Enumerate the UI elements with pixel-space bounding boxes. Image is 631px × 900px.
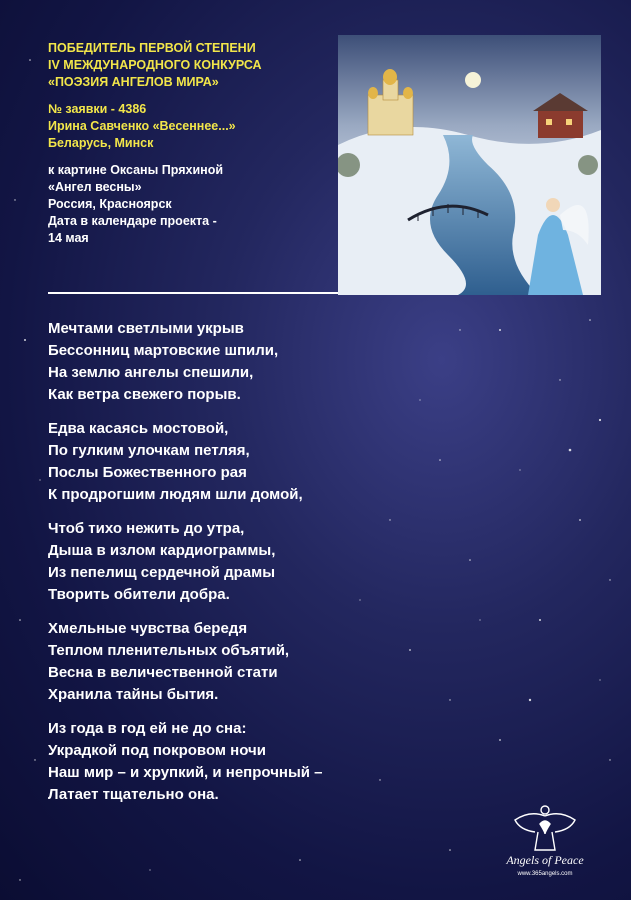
poem-line: Наш мир – и хрупкий, и непрочный – bbox=[48, 764, 323, 781]
poem-line: Из пепелищ сердечной драмы bbox=[48, 564, 275, 581]
logo-url: www.365angels.com bbox=[517, 871, 573, 877]
poem-line: Чтоб тихо нежить до утра, bbox=[48, 520, 245, 537]
painting-info-line: к картине Оксаны Пряхиной bbox=[48, 163, 224, 177]
poem-stanza bbox=[48, 518, 468, 606]
poem-line: Хранила тайны бытия. bbox=[48, 686, 219, 703]
poem-line: Хмельные чувства бередя bbox=[48, 620, 248, 637]
poem-stanza bbox=[48, 418, 468, 506]
header-block bbox=[48, 40, 338, 247]
poem-line: Весна в величественной стати bbox=[48, 664, 278, 681]
poem-stanza bbox=[48, 618, 468, 706]
entry-location: Беларусь, Минск bbox=[48, 136, 154, 150]
poem-line: Послы Божественного рая bbox=[48, 464, 247, 481]
poem-line: Бессонниц мартовские шпили, bbox=[48, 342, 279, 359]
entry-author-title: Ирина Савченко «Весеннее...» bbox=[48, 119, 236, 133]
poem-line: Творить обители добра. bbox=[48, 586, 230, 603]
poem-line: Теплом пленительных объятий, bbox=[48, 642, 290, 659]
painting-info-line: Россия, Красноярск bbox=[48, 197, 172, 211]
poem-line: Как ветра свежего порыв. bbox=[48, 386, 241, 403]
poem-line: Украдкой под покровом ночи bbox=[48, 742, 266, 759]
painting-image bbox=[338, 35, 601, 295]
entry-number: № заявки - 4386 bbox=[48, 102, 147, 116]
painting-info-line: Дата в календаре проекта - bbox=[48, 214, 217, 228]
poem-line: По гулким улочкам петляя, bbox=[48, 442, 250, 459]
award-line: IV МЕЖДУНАРОДНОГО КОНКУРСА bbox=[48, 58, 262, 72]
poem-line: Едва касаясь мостовой, bbox=[48, 420, 229, 437]
poem-line: К продрогшим людям шли домой, bbox=[48, 486, 303, 503]
poem-line: Дыша в излом кардиограммы, bbox=[48, 542, 276, 559]
poem-stanza bbox=[48, 318, 468, 406]
painting-info-line: 14 мая bbox=[48, 231, 89, 245]
angel-icon bbox=[490, 800, 600, 880]
logo-title: Angels of Peace bbox=[506, 853, 584, 867]
poem-line: Латает тщательно она. bbox=[48, 786, 219, 803]
poem-stanza bbox=[48, 718, 468, 806]
award-line: ПОБЕДИТЕЛЬ ПЕРВОЙ СТЕПЕНИ bbox=[48, 41, 256, 55]
poem-line: На землю ангелы спешили, bbox=[48, 364, 254, 381]
award-line: «ПОЭЗИЯ АНГЕЛОВ МИРА» bbox=[48, 75, 219, 89]
poem-line: Мечтами светлыми укрыв bbox=[48, 320, 244, 337]
poem bbox=[48, 318, 468, 818]
angels-of-peace-logo bbox=[490, 800, 600, 880]
divider-line bbox=[48, 292, 338, 294]
painting-info-line: «Ангел весны» bbox=[48, 180, 142, 194]
poem-line: Из года в год ей не до сна: bbox=[48, 720, 247, 737]
